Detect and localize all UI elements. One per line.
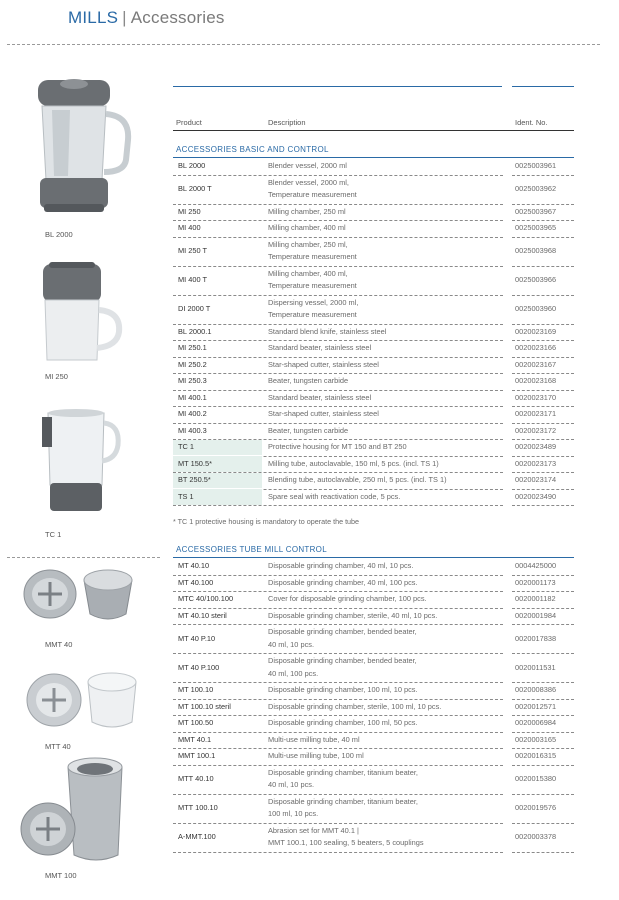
row-divider <box>173 237 503 238</box>
product-code: MT 40.10 <box>178 561 210 571</box>
mmt40-tube-image <box>20 560 140 625</box>
ident-number: 0020012571 <box>515 701 557 711</box>
product-description: Blender vessel, 2000 ml, <box>268 177 349 187</box>
product-code: MT 100.10 steril <box>178 701 231 711</box>
row-divider-ident <box>512 324 574 325</box>
row-divider-ident <box>512 624 574 625</box>
product-description: Multi-use milling tube, 40 ml <box>268 734 360 744</box>
ident-number: 0020006984 <box>515 718 557 728</box>
product-description: Standard beater, stainless steel <box>268 392 372 402</box>
product-code: MT 150.5* <box>178 458 212 468</box>
row-divider <box>173 794 503 795</box>
row-divider-ident <box>512 732 574 733</box>
product-code: MI 400.2 <box>178 409 207 419</box>
table-top-rule <box>173 86 502 87</box>
row-divider-ident <box>512 373 574 374</box>
page-title: MILLS <box>68 8 119 27</box>
product-code: MT 40.100 <box>178 577 214 587</box>
mmt100-tube-image <box>18 755 133 870</box>
header-divider <box>7 44 600 45</box>
row-divider-ident <box>512 852 574 853</box>
row-divider-ident <box>512 575 574 576</box>
row-divider-ident <box>512 748 574 749</box>
ident-number: 0020008386 <box>515 685 557 695</box>
product-description: Blending tube, autoclavable, 250 ml, 5 pcs. (incl. TS 1) <box>268 475 447 485</box>
protective-housing-image <box>38 405 128 525</box>
product-description: Milling tube, autoclavable, 150 ml, 5 pcs. (incl. TS 1) <box>268 458 439 468</box>
row-divider <box>173 653 503 654</box>
row-divider <box>173 373 503 374</box>
product-code: MTT 100.10 <box>178 803 218 812</box>
product-description: Disposable grinding chamber, bended beater, <box>268 627 417 636</box>
column-header-rule <box>173 130 574 131</box>
row-divider <box>173 715 503 716</box>
left-divider <box>7 557 160 558</box>
product-description: Temperature measurement <box>268 252 357 261</box>
row-divider-ident <box>512 237 574 238</box>
row-divider <box>173 575 503 576</box>
row-divider-ident <box>512 608 574 609</box>
row-divider-ident <box>512 340 574 341</box>
row-divider <box>173 624 503 625</box>
product-description: Disposable grinding chamber, 40 ml, 10 pcs. <box>268 561 414 571</box>
page-subtitle: Accessories <box>130 8 225 27</box>
row-divider-ident <box>512 266 574 267</box>
picture-label-mmt100: MMT 100 <box>45 871 77 880</box>
row-divider <box>173 823 503 824</box>
section-rule-basic-control <box>173 157 574 158</box>
ident-number: 0020023172 <box>515 425 557 435</box>
row-divider-ident <box>512 390 574 391</box>
row-divider-ident <box>512 682 574 683</box>
product-description: Cover for disposable grinding chamber, 100 pcs. <box>268 594 427 604</box>
ident-number: 0025003961 <box>515 161 557 171</box>
row-divider <box>173 732 503 733</box>
ident-number: 0020023166 <box>515 343 557 353</box>
column-header-description: Description <box>268 118 306 127</box>
product-code: MI 400.1 <box>178 392 207 402</box>
product-description: Milling chamber, 400 ml, <box>268 268 348 278</box>
row-divider <box>173 340 503 341</box>
product-code: MTT 40.10 <box>178 774 214 783</box>
product-description: Disposable grinding chamber, titanium beater, <box>268 796 418 806</box>
product-description: Disposable grinding chamber, bended beater, <box>268 656 417 665</box>
product-code: MTC 40/100.100 <box>178 594 234 604</box>
product-code: MMT 40.1 <box>178 734 212 744</box>
product-code: MT 40 P.10 <box>178 633 216 643</box>
row-divider <box>173 765 503 766</box>
product-code: MT 100.50 <box>178 718 214 728</box>
product-description: Standard beater, stainless steel <box>268 343 372 353</box>
row-divider <box>173 390 503 391</box>
product-code: BT 250.5* <box>178 475 211 485</box>
row-divider <box>173 423 503 424</box>
row-divider <box>173 608 503 609</box>
product-code: DI 2000 T <box>178 304 211 313</box>
row-divider-ident <box>512 699 574 700</box>
row-divider-ident <box>512 439 574 440</box>
section-title-basic-control: ACCESSORIES BASIC AND CONTROL <box>176 145 329 154</box>
row-divider-ident <box>512 406 574 407</box>
row-divider-ident <box>512 423 574 424</box>
ident-number: 0020001182 <box>515 594 556 604</box>
column-header-product: Product <box>176 118 202 127</box>
product-code: A-MMT.100 <box>178 832 216 841</box>
ident-number: 0025003962 <box>515 184 557 193</box>
product-description: Milling chamber, 250 ml <box>268 206 346 216</box>
row-divider <box>173 324 503 325</box>
product-description: Protective housing for MT 150 and BT 250 <box>268 442 407 452</box>
row-divider <box>173 175 503 176</box>
picture-label-bl2000: BL 2000 <box>45 230 73 239</box>
ident-number: 0020003165 <box>515 734 557 744</box>
row-divider-ident <box>512 715 574 716</box>
product-description: Spare seal with reactivation code, 5 pcs. <box>268 491 401 501</box>
row-divider-ident <box>512 765 574 766</box>
row-divider-ident <box>512 472 574 473</box>
product-description: Abrasion set for MMT 40.1 | <box>268 825 359 835</box>
picture-label-tc1: TC 1 <box>45 530 62 539</box>
product-description: Dispersing vessel, 2000 ml, <box>268 297 359 307</box>
row-divider-ident <box>512 204 574 205</box>
product-description: Beater, tungsten carbide <box>268 425 349 435</box>
picture-label-mi250: MI 250 <box>45 372 68 381</box>
product-code: BL 2000 <box>178 161 206 171</box>
picture-label-mmt40: MMT 40 <box>45 640 73 649</box>
product-code: MI 250.3 <box>178 376 207 386</box>
section-title-tube-mill: ACCESSORIES TUBE MILL CONTROL <box>176 545 327 554</box>
product-description: Beater, tungsten carbide <box>268 376 349 386</box>
product-description: 40 ml, 10 pcs. <box>268 780 315 789</box>
row-divider <box>173 406 503 407</box>
ident-number: 0020011531 <box>515 662 556 672</box>
product-description: Star-shaped cutter, stainless steel <box>268 359 379 369</box>
milling-chamber-image <box>35 260 130 370</box>
title-separator: | <box>122 8 127 27</box>
ident-number: 0020023169 <box>515 326 557 336</box>
product-description: 40 ml, 10 pcs. <box>268 639 315 649</box>
mtt40-tube-image <box>22 660 142 735</box>
row-divider-ident <box>512 456 574 457</box>
row-divider <box>173 204 503 205</box>
row-divider <box>173 357 503 358</box>
row-divider-ident <box>512 220 574 221</box>
row-divider-ident <box>512 489 574 490</box>
ident-number: 0020016315 <box>515 751 557 761</box>
product-code: MI 250.2 <box>178 359 207 369</box>
row-divider-ident <box>512 357 574 358</box>
product-code: BL 2000.1 <box>178 326 212 336</box>
row-divider <box>173 220 503 221</box>
product-code: MMT 100.1 <box>178 751 216 761</box>
ident-number: 0025003960 <box>515 304 557 313</box>
row-divider-ident <box>512 175 574 176</box>
ident-number: 0025003967 <box>515 206 557 216</box>
row-divider-ident <box>512 295 574 296</box>
blender-vessel-image <box>30 72 140 222</box>
ident-number: 0020019576 <box>515 803 557 812</box>
ident-number: 0020023171 <box>515 409 557 419</box>
ident-number: 0020001984 <box>515 610 557 620</box>
ident-number: 0020023167 <box>515 359 557 369</box>
product-code: MI 250 T <box>178 246 208 255</box>
row-divider <box>173 852 503 853</box>
row-divider-ident <box>512 505 574 506</box>
product-description: Temperature measurement <box>268 281 357 290</box>
product-description: Star-shaped cutter, stainless steel <box>268 409 379 419</box>
product-code: MT 100.10 <box>178 685 214 695</box>
row-divider-ident <box>512 591 574 592</box>
product-description: 100 ml, 10 pcs. <box>268 809 319 818</box>
product-description: Disposable grinding chamber, sterile, 100 ml, 10 pcs. <box>268 701 442 711</box>
footnote: * TC 1 protective housing is mandatory to operate the tube <box>173 517 360 526</box>
product-code: MI 400.3 <box>178 425 207 435</box>
ident-number: 0020023168 <box>515 376 557 386</box>
ident-number: 0020003378 <box>515 832 557 841</box>
ident-number: 0020023173 <box>515 458 557 468</box>
ident-number: 0020023170 <box>515 392 557 402</box>
product-description: Milling chamber, 400 ml <box>268 223 346 233</box>
row-divider-ident <box>512 653 574 654</box>
product-description: Multi-use milling tube, 100 ml <box>268 751 364 761</box>
row-divider <box>173 266 503 267</box>
product-code: TS 1 <box>178 491 194 501</box>
product-description: Disposable grinding chamber, titanium beater, <box>268 767 418 777</box>
product-code: MI 400 <box>178 223 201 233</box>
ident-number: 0020023489 <box>515 442 557 452</box>
product-description: Disposable grinding chamber, 100 ml, 50 pcs. <box>268 718 418 728</box>
product-description: Milling chamber, 250 ml, <box>268 239 348 249</box>
product-code: MT 40 P.100 <box>178 662 220 672</box>
ident-number: 0025003965 <box>515 223 557 233</box>
ident-number: 0004425000 <box>515 561 557 571</box>
ident-number: 0020023174 <box>515 475 557 485</box>
row-divider <box>173 505 503 506</box>
row-divider <box>173 591 503 592</box>
page-header <box>68 8 225 28</box>
product-code: MI 250 <box>178 206 201 216</box>
section-rule-tube-mill <box>173 557 574 558</box>
picture-label-mtt40: MTT 40 <box>45 742 71 751</box>
product-description: Disposable grinding chamber, 100 ml, 10 pcs. <box>268 685 418 695</box>
product-code: BL 2000 T <box>178 184 212 193</box>
row-divider-ident <box>512 823 574 824</box>
product-description: Disposable grinding chamber, 40 ml, 100 pcs. <box>268 577 418 587</box>
row-divider <box>173 699 503 700</box>
product-description: Blender vessel, 2000 ml <box>268 161 347 171</box>
ident-number: 0025003968 <box>515 246 557 255</box>
ident-number: 0020023490 <box>515 491 557 501</box>
row-divider-ident <box>512 794 574 795</box>
column-header-ident: Ident. No. <box>515 118 548 127</box>
ident-number: 0020001173 <box>515 577 556 587</box>
product-code: MI 250.1 <box>178 343 207 353</box>
product-code: TC 1 <box>178 442 195 452</box>
product-code: MI 400 T <box>178 275 208 284</box>
product-description: Disposable grinding chamber, sterile, 40 ml, 10 pcs. <box>268 610 438 620</box>
ident-number: 0025003966 <box>515 275 557 284</box>
row-divider <box>173 748 503 749</box>
product-description: Temperature measurement <box>268 310 357 319</box>
product-description: 40 ml, 100 pcs. <box>268 668 319 678</box>
row-divider <box>173 682 503 683</box>
table-top-rule-ident <box>512 86 574 87</box>
product-description: Standard blend knife, stainless steel <box>268 326 387 336</box>
row-divider <box>173 295 503 296</box>
product-description: Temperature measurement <box>268 190 357 199</box>
product-code: MT 40.10 steril <box>178 610 227 620</box>
ident-number: 0020017838 <box>515 633 557 643</box>
product-description: MMT 100.1, 100 sealing, 5 beaters, 5 couplings <box>268 838 424 847</box>
ident-number: 0020015380 <box>515 774 557 783</box>
